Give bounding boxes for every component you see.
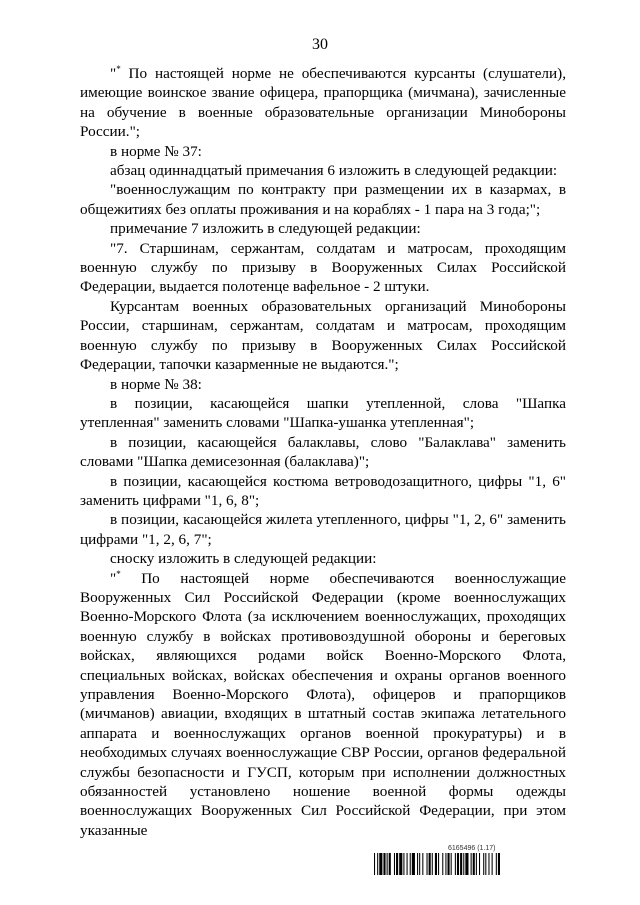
barcode-bar [399,853,402,875]
barcode-bar [422,853,423,875]
paragraph [80,549,566,568]
barcode-bar [379,853,382,875]
barcode-bar [448,853,450,875]
paragraph [80,510,566,549]
barcode-bar [479,853,480,875]
barcode-bar [463,853,464,875]
barcode-bar [387,853,388,875]
barcode-bar [412,853,415,875]
paragraph [80,433,566,472]
paragraph [80,64,566,142]
barcode-bar [498,853,500,875]
paragraph-text: Курсантам военных образовательных организаций Минобороны России, старшинам, сержантам, солдатам и матросам, проходящим военную службу по призыву в Вооруженных Силах Российской Федерации, тапочки казарменные не выдаются."; [80,297,566,374]
barcode-bar [396,853,398,875]
paragraph-text: "7. Старшинам, сержантам, солдатам и матросам, проходящим военную службу по призыву в Вооруженных Силах Российской Федерации, выдается полотенце вафельное - 2 штуки. [80,239,566,296]
paragraph [80,180,566,219]
barcode-bar [435,853,437,875]
paragraph-text: абзац одиннадцатый примечания 6 изложить в следующей редакции: [110,162,558,180]
barcode-bar [473,853,475,875]
document-body [80,64,566,840]
footnote-marker: * [116,568,121,579]
barcode-bar [465,853,468,875]
paragraph-text: в позиции, касающейся балаклавы, слово "Балаклава" заменить словами "Шапка демисезонная (балаклава)"; [80,433,566,471]
paragraph [80,394,566,433]
paragraph [80,161,566,180]
quote-mark: " [110,569,117,587]
barcode-bar [471,853,472,875]
barcode-bar [442,853,443,875]
footnote-marker: * [116,63,121,74]
barcode-bar [451,853,452,875]
barcode-bar [377,853,378,875]
barcode-bar [488,853,489,875]
barcode-bar [417,853,418,875]
paragraph-text: в норме № 38: [110,375,202,393]
barcode-bar [407,853,408,875]
paragraph-text: примечание 7 изложить в следующей редакции: [110,220,421,238]
barcode-bar [374,853,375,875]
barcode-image [373,853,587,875]
paragraph-text: сноску изложить в следующей редакции: [110,550,377,568]
paragraph [80,239,566,297]
paragraph [80,569,566,841]
paragraph [80,297,566,375]
barcode-bar [476,853,477,875]
paragraph-text: в позиции, касающейся костюма ветроводозащитного, цифры "1, 6" заменить цифрами "1, 6, 8"; [80,472,566,509]
barcode-bar [383,853,385,875]
barcode-bar [394,853,395,875]
paragraph [80,375,566,394]
paragraph-text: "военнослужащим по контракту при размещении их в казармах, в общежитиях без оплаты проживания и на кораблях - 1 пара на 3 года;"; [80,181,566,218]
paragraph-text: По настоящей норме не обеспечиваются курсанты (слушатели), имеющие воинское звание офицера, прапорщика (мичмана), зачисленные на обучение в военные образовательные организации Минобороны России."; [80,65,566,141]
paragraph [80,219,566,238]
paragraph-text: в норме № 37: [110,142,202,160]
barcode-bar [492,853,493,875]
page-number: 30 [312,36,328,53]
barcode-bar [496,853,497,875]
barcode-bar [403,853,404,875]
barcode-bar [485,853,486,875]
barcode-bar [432,853,433,875]
barcode-bar [429,853,431,875]
paragraph [80,472,566,511]
barcode-bar [427,853,428,875]
paragraph [80,142,566,161]
barcode-bar [483,853,484,875]
paragraph-text: в позиции, касающейся жилета утепленного, цифры "1, 2, 6" заменить цифрами "1, 2, 6, 7"; [80,511,566,548]
barcode-bar [445,853,446,875]
quote-mark: " [110,65,117,82]
barcode-bar [455,853,456,875]
paragraph-text: По настоящей норме обеспечиваются военнослужащие Вооруженных Сил Российской Федерации (кроме военнослужащих Военно-Морского Флота (за исключением военнослужащих, проходящих военную службу в войсках противовоздушной обороны и береговых войсках, являющихся родами войск Военно-Морского Флота, специальных войсках, войсках обеспечения и охраны органов военного управления Военно-Морского Флота), офицеров и прапорщиков (мичманов) авиации, входящих в штатный состав экипажа летательного аппарата и военнослужащих органов военной прокуратуры) и в необходимых случаях военнослужащие СВР России, органов федеральной службы безопасности и ГУСП, которым при исполнении должностных обязанностей установлено ношение военной формы одежды военнослужащих Вооруженных Сил Российской Федерации, при этом указанные [80,569,566,839]
barcode-bar [460,853,462,875]
barcode-bar [389,853,391,875]
barcode-bar [438,853,439,875]
barcode-id-text: 6165496 (1.17) [448,845,496,852]
paragraph-text: в позиции, касающейся шапки утепленной, слова "Шапка утепленная" заменить словами "Шапка-ушанка утепленная"; [80,394,566,432]
barcode-bar [457,853,459,875]
barcode-bar [419,853,420,875]
barcode-bar [410,853,411,875]
